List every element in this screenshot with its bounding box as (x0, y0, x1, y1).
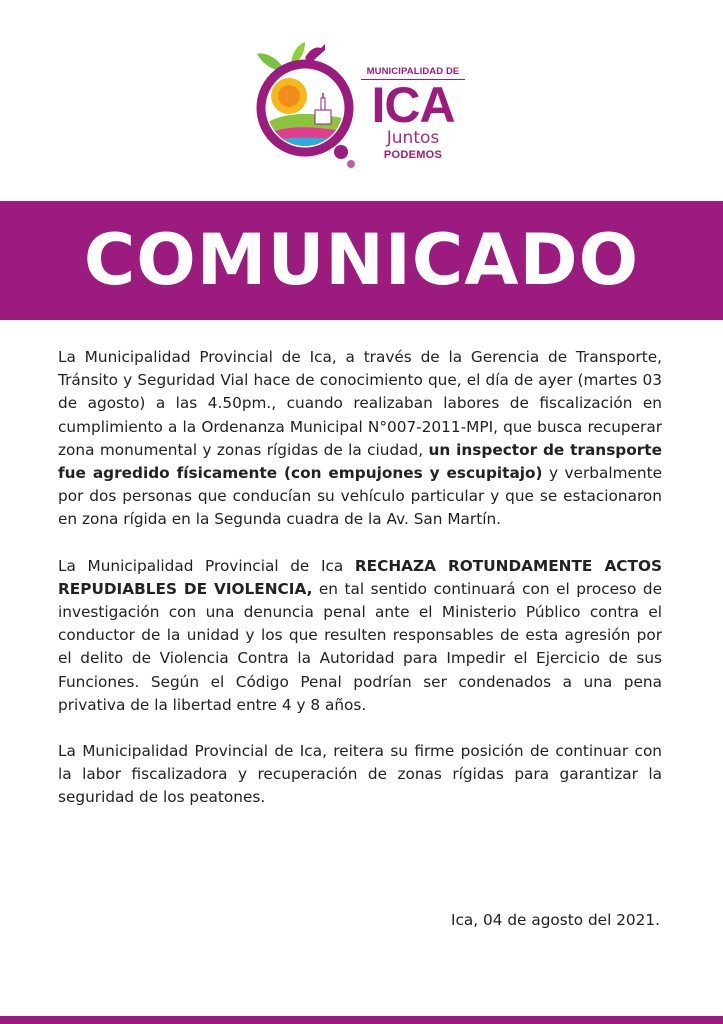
paragraph-1 (58, 346, 662, 532)
paragraph-1-bold: un inspector de transporte fue agredido físicamente (con empujones y escupitajo) (58, 440, 662, 483)
municipal-logo-icon (255, 40, 365, 176)
paragraph-2-bold: RECHAZA ROTUNDAMENTE ACTOS REPUDIABLES DE VIOLENCIA, (58, 556, 662, 598)
communique-body (58, 346, 662, 833)
logo-slogan-podemos: PODEMOS (383, 149, 443, 161)
title-banner (0, 201, 723, 320)
paragraph-3-text: La Municipalidad Provincial de Ica, reitera su firme posición de continuar con la labor fiscalizadora y recuperación de zonas rígidas para garantizar la seguridad de los peatones. (58, 742, 662, 807)
paragraph-2-text-b: en tal sentido continuará con el proceso de investigación con una denuncia penal ante el Ministerio Público contra el conductor de la unidad y los que resulten responsables de esta agresión por el delito de Violencia Contra la Autoridad para Impedir el Ejercicio de sus Funciones. Según el Código Penal podrían ser condenados a una pena privativa de la libertad entre 4 y 8 años. (58, 579, 662, 714)
municipal-logo (255, 40, 465, 180)
page-title: COMUNICADO (83, 219, 640, 301)
paragraph-1-text-b: y verbalmente por dos personas que conducían su vehículo particular y que se estacionaron en zona rígida en la Segunda cuadra de la Av. San Martín. (58, 464, 662, 529)
logo-city-name: ICA (371, 77, 455, 133)
date-line: Ica, 04 de agosto del 2021. (451, 911, 660, 929)
logo-slogan-juntos: Juntos (386, 128, 440, 148)
logo-small-text: MUNICIPALIDAD DE (361, 66, 465, 80)
paragraph-1-text-a: La Municipalidad Provincial de Ica, a través de la Gerencia de Transporte, Tránsito y Seguridad Vial hace de conocimiento que, el día de ayer (martes 03 de agosto) a las 4.50pm., cuando realizaban labores de fiscalización en cumplimiento a la Ordenanza Municipal N°007-2011-MPI, que busca recuperar zona monumental y zonas rígidas de la ciudad, (58, 348, 662, 459)
logo-text (361, 66, 465, 161)
paragraph-2 (58, 555, 662, 717)
paragraph-2-text-a: La Municipalidad Provincial de Ica (58, 556, 355, 575)
bottom-bar (0, 1016, 723, 1024)
paragraph-3 (58, 740, 662, 810)
